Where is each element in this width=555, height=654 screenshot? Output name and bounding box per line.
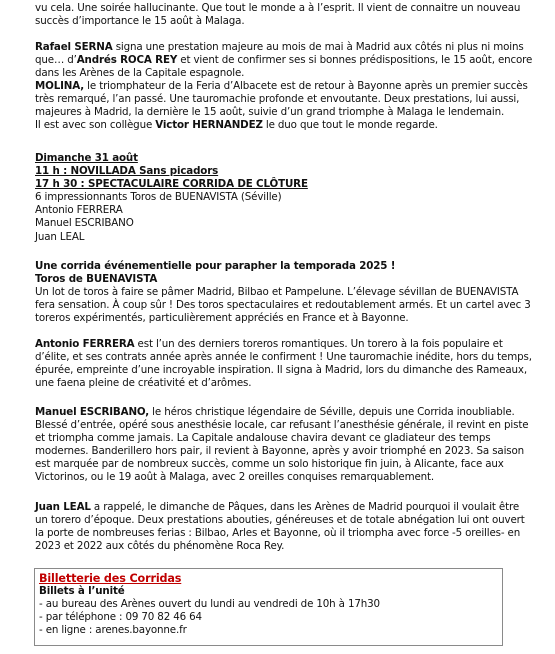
text-line: Rafael SERNA signa une prestation majeure au mois de mai à Madrid aux côtés ni plus ni moins: [35, 41, 524, 53]
torero-name: Manuel ESCRIBANO,: [35, 406, 150, 418]
section-subheading: Toros de BUENAVISTA: [35, 273, 158, 286]
ticket-line: - en ligne : arenes.bayonne.fr: [39, 624, 187, 637]
text-line: la porte de nombreuses ferias : Bilbao, Arles et Bayonne, où il triompha avec force -5 oreilles- en: [35, 527, 521, 540]
program-bulls: 6 impressionnants Toros de BUENAVISTA (Séville): [35, 191, 282, 204]
program-torero: Manuel ESCRIBANO: [35, 217, 134, 230]
program-novillada: 11 h : NOVILLADA Sans picadors: [35, 165, 219, 178]
paragraph-molina: [35, 80, 535, 132]
text-line: épurée, empreinte d’une incroyable inspiration. Il signa à Madrid, lors du dimanche des Rameaux,: [35, 364, 527, 377]
paragraph-ferrera: [35, 338, 535, 390]
text-line: Un lot de toros à faire se pâmer Madrid, Bilbao et Pampelune. L’élevage sévillan de BUENAVISTA: [35, 286, 519, 299]
text-line: un torero d’époque. Deux prestations abouties, généreuses et de totale abnégation lui ont ouvert: [35, 514, 525, 527]
text-line: modernes. Banderillero hors pair, il revient à Bayonne, après y avoir triomphé en 2023. Sa saison: [35, 445, 525, 458]
paragraph-escribano: [35, 406, 535, 485]
torero-name: Antonio FERRERA: [35, 338, 135, 350]
text-line: MOLINA, le triomphateur de la Feria d’Albacete est de retour à Bayonne après un premier succès: [35, 80, 528, 92]
text-line: succès d’importance le 15 août à Malaga.: [35, 15, 245, 28]
text-line: 2023 et 2022 aux côtés du phénomène Roca Rey.: [35, 540, 285, 553]
text-line: et triompha comme jamais. La Capitale andalouse chavira devant ce gladiateur des temps: [35, 432, 491, 445]
text-line: d’élite, et ses contrats année après année le confirment ! Une tauromachie inédite, hors du temps,: [35, 351, 532, 364]
text-line: Il est avec son collègue Victor HERNANDEZ le duo que tout le monde regarde.: [35, 119, 438, 132]
section-heading: Une corrida événementielle pour parapher la temporada 2025 !: [35, 260, 396, 272]
torero-name: Rafael SERNA: [35, 41, 113, 53]
program-torero: Antonio FERRERA: [35, 204, 123, 217]
text-line: Blessé d’entrée, opéré sous anesthésie locale, car refusant l’anesthésie générale, il revint en piste: [35, 419, 529, 432]
ticket-line: - par téléphone : 09 70 82 46 64: [39, 611, 202, 624]
text-line: Antonio FERRERA est l’un des derniers toreros romantiques. Un torero à la fois populaire et: [35, 338, 503, 350]
text-line: toreros expérimentés, particulièrement appréciés en France et à Bayonne.: [35, 312, 409, 325]
torero-name: Juan LEAL: [35, 501, 91, 513]
ticket-line: - au bureau des Arènes ouvert du lundi au vendredi de 10h à 17h30: [39, 598, 380, 611]
text-line: que… d’Andrés ROCA REY et vient de confirmer ses si bonnes prédispositions, le 15 août, encore: [35, 54, 533, 67]
ticket-info-box: [34, 568, 503, 646]
ticket-title: Billetterie des Corridas: [39, 572, 182, 585]
paragraph-intro: [35, 2, 535, 28]
text-line: majeures à Madrid, la dernière le 15 août, suivie d’un grand triomphe à Malaga le lendemain.: [35, 106, 505, 119]
section-block: [35, 260, 535, 325]
text-line: Manuel ESCRIBANO, le héros christique légendaire de Séville, depuis une Corrida inoubliable.: [35, 406, 515, 418]
program-date: Dimanche 31 août: [35, 152, 138, 164]
program-block: [35, 152, 535, 244]
torero-name: Andrés ROCA REY: [76, 54, 178, 67]
program-corrida: 17 h 30 : SPECTACULAIRE CORRIDA DE CLÔTURE: [35, 178, 308, 191]
program-torero: Juan LEAL: [35, 230, 85, 243]
text-line: une faena pleine de créativité et d’arômes.: [35, 377, 252, 390]
text-line: fera sensation. À coup sûr ! Des toros spectaculaires et redoutablement armés. Et un cartel avec 3: [35, 299, 531, 312]
ticket-subtitle: Billets à l’unité: [39, 585, 125, 597]
text-line: vu cela. Une soirée hallucinante. Que tout le monde a à l’esprit. Il vient de connaitre un nouveau: [35, 2, 521, 14]
torero-name: Victor HERNANDEZ: [155, 119, 263, 132]
text-line: Juan LEAL a rappelé, le dimanche de Pâques, dans les Arènes de Madrid pourquoi il voulait être: [35, 501, 520, 513]
text-line: très remarqué, l’an passé. Une tauromachie profonde et envoutante. Deux prestations, lui aussi,: [35, 93, 520, 106]
text-line: est marquée par de nombreux succès, comme un solo historique fin juin, à Alicante, face aux: [35, 458, 504, 471]
text-line: Victorinos, ou le 19 août à Malaga, avec 2 oreilles conquises remarquablement.: [35, 471, 435, 484]
paragraph-serna: [35, 41, 535, 80]
text-line: dans les Arènes de la Capitale espagnole.: [35, 67, 245, 80]
paragraph-leal: [35, 501, 535, 553]
torero-name: MOLINA,: [35, 80, 85, 92]
